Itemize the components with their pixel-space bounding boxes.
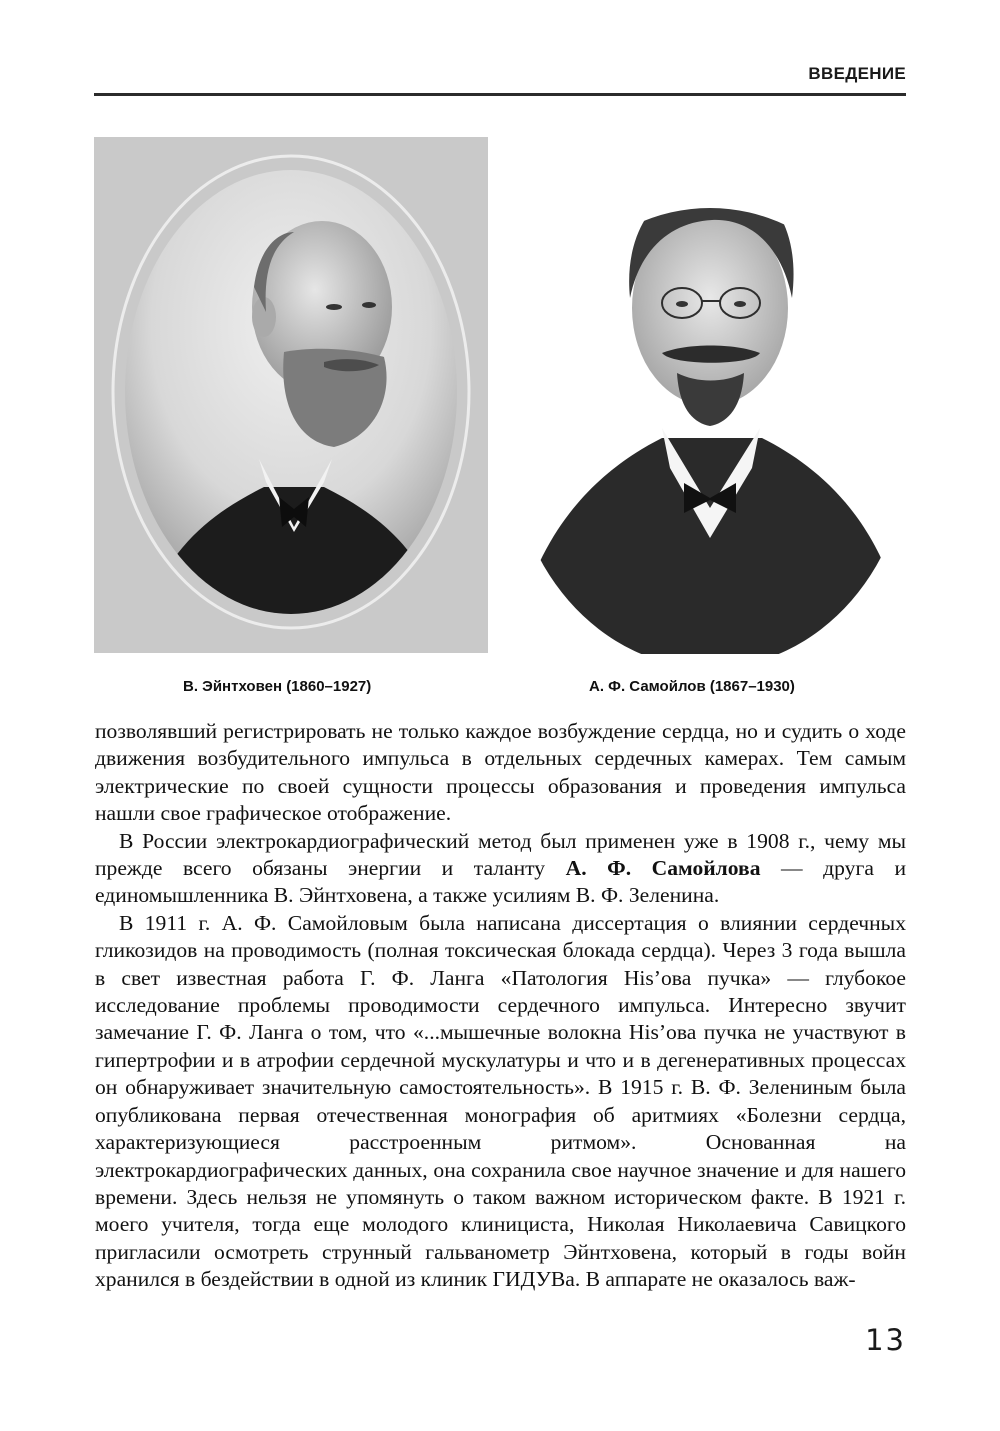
emphasized-name: А. Ф. Самойлова bbox=[565, 856, 761, 881]
section-header-title: ВВЕДЕНИЕ bbox=[808, 64, 906, 83]
header-divider bbox=[94, 93, 906, 96]
caption-samoilov: А. Ф. Самойлов (1867–1930) bbox=[589, 678, 795, 695]
caption-einthoven: В. Эйнтховен (1860–1927) bbox=[183, 678, 372, 695]
paragraph bbox=[95, 828, 906, 910]
paragraph: позволявший регистрировать не только каждое возбуждение сердца, но и судить о ходе движения возбудительного импульса в отдельных сердечных камерах. Тем самым электрические по своей сущности процессы образования и проведения импульса нашли свое графическое отображение. bbox=[95, 719, 906, 826]
paragraph-text: В России электрокардиографический метод был применен уже в 1908 г., чему мы прежде всего обязаны энергии и таланту bbox=[95, 828, 906, 881]
page-number: 13 bbox=[865, 1323, 906, 1357]
portrait-samoilov bbox=[512, 138, 908, 654]
body-text bbox=[95, 718, 906, 1294]
paragraph-text: — друга и единомышленника В. Эйнтховена, а также усилиям В. Ф. Зеленина. bbox=[95, 856, 906, 908]
portrait-einthoven bbox=[94, 137, 488, 653]
paragraph: В 1911 г. А. Ф. Самойловым была написана диссертация о влиянии сердечных гликозидов на проводимость (полная токсическая блокада сердца). Через 3 года вышла в свет известная работа Г. Ф. Ланга «Патология His’ова пучка» — глубокое исследование проблемы проводимости сердечного импульса. Интересно звучит замечание Г. Ф. Ланга о том, что «...мышечные волокна His’ова пучка не участвуют в гипертрофии и в атрофии сердечной мускулатуры и что и в дегенеративных процессах он обнаруживает значительную самостоятельность». В 1915 г. В. Ф. Зелениным была опубликована первая отечественная монография об аритмиях «Болезни сердца, характеризующиеся расстроенным ритмом». Основанная на электрокардиографических данных, она сохранила свое научное значение и для нашего времени. Здесь нельзя не упомянуть о таком важном историческом факте. В 1921 г. моего учителя, тогда еще молодого клинициста, Николая Николаевича Савицкого пригласили осмотреть струнный гальванометр Эйнтховена, который в годы войн хранился в бездействии в одной из клиник ГИДУВа. В аппарате не оказалось важ- bbox=[95, 910, 906, 1292]
